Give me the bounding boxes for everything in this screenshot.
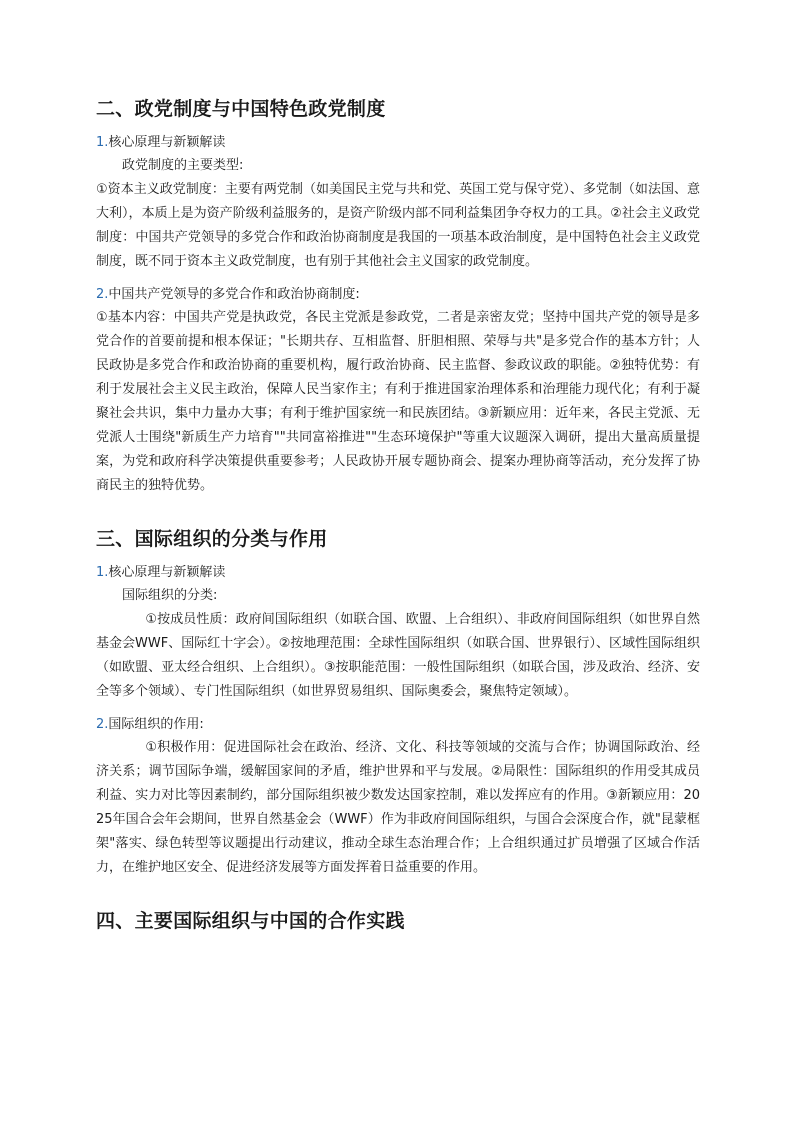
paragraph-body: ①资本主义政党制度：主要有两党制（如美国民主党与共和党、英国工党与保守党）、多党制（如法国、意大利），本质上是为资产阶级利益服务的，是资产阶级内部不同利益集团争夺权力的工具。②社会主义政党制度：中国共产党领导的多党合作和政治协商制度是我国的一项基本政治制度，是中国特色社会主义政党制度，既不同于资本主义政党制度，也有别于其他社会主义国家的政党制度。 xyxy=(96,182,700,269)
subsection-number: 2. xyxy=(96,717,109,732)
paragraph-body: ①按成员性质：政府间国际组织（如联合国、欧盟、上合组织）、非政府间国际组织（如世界自然基金会WWF、国际红十字会）。②按地理范围：全球性国际组织（如联合国、世界银行）、区域性国际组织（如欧盟、亚太经合组织、上合组织）。③按职能范围：一般性国际组织（如联合国，涉及政治、经济、安全等多个领域）、专门性国际组织（如世界贸易组织、国际奥委会，聚焦特定领域）。 xyxy=(96,612,700,699)
section-heading: 二、政党制度与中国特色政党制度 xyxy=(96,98,386,120)
paragraph-body: ①积极作用：促进国际社会在政治、经济、文化、科技等领域的交流与合作；协调国际政治、经济关系；调节国际争端，缓解国家间的矛盾，维护世界和平与发展。②局限性：国际组织的作用受其成员利益、实力对比等因素制约，部分国际组织被少数发达国家控制，难以发挥应有的作用。③新颖应用：2025年国合会年会期间，世界自然基金会（WWF）作为非政府间国际组织，与国合会深度合作，就"昆蒙框架"落实、绿色转型等议题提出行动建议，推动全球生态治理合作；上合组织通过扩员增强了区域合作活力，在维护地区安全、促进经济发展等方面发挥着日益重要的作用。 xyxy=(96,740,700,875)
paragraph-intro: 国际组织的分类: xyxy=(122,588,218,603)
section-heading: 四、主要国际组织与中国的合作实践 xyxy=(96,910,405,932)
subsection-title xyxy=(96,714,700,736)
subsection-number: 1. xyxy=(96,135,109,150)
paragraph-body: ①基本内容：中国共产党是执政党，各民主党派是参政党，二者是亲密友党；坚持中国共产党的领导是多党合作的首要前提和根本保证；"长期共存、互相监督、肝胆相照、荣辱与共"是多党合作的基本方针；人民政协是多党合作和政治协商的重要机构，履行政治协商、民主监督、参政议政的职能。②独特优势：有利于发展社会主义民主政治，保障人民当家作主；有利于推进国家治理体系和治理能力现代化；有利于凝聚社会共识，集中力量办大事；有利于维护国家统一和民族团结。③新颖应用：近年来，各民主党派、无党派人士围绕"新质生产力培育""共同富裕推进""生态环境保护"等重大议题深入调研，提出大量高质量提案，为党和政府科学决策提供重要参考；人民政协开展专题协商会、提案办理协商等活动，充分发挥了协商民主的独特优势。 xyxy=(96,310,700,493)
subsection-title xyxy=(96,132,700,154)
paragraph-intro: 政党制度的主要类型: xyxy=(122,158,244,173)
subsection-text: 核心原理与新颖解读 xyxy=(108,565,226,580)
subsection-text: 国际组织的作用: xyxy=(108,717,204,732)
section-heading: 三、国际组织的分类与作用 xyxy=(96,528,328,550)
subsection-title xyxy=(96,284,700,306)
subsection-text: 核心原理与新颖解读 xyxy=(108,135,226,150)
subsection-number: 1. xyxy=(96,565,109,580)
subsection-number: 2. xyxy=(96,287,109,302)
document-page xyxy=(96,96,700,944)
subsection-text: 中国共产党领导的多党合作和政治协商制度: xyxy=(108,287,360,302)
subsection-title xyxy=(96,562,700,584)
